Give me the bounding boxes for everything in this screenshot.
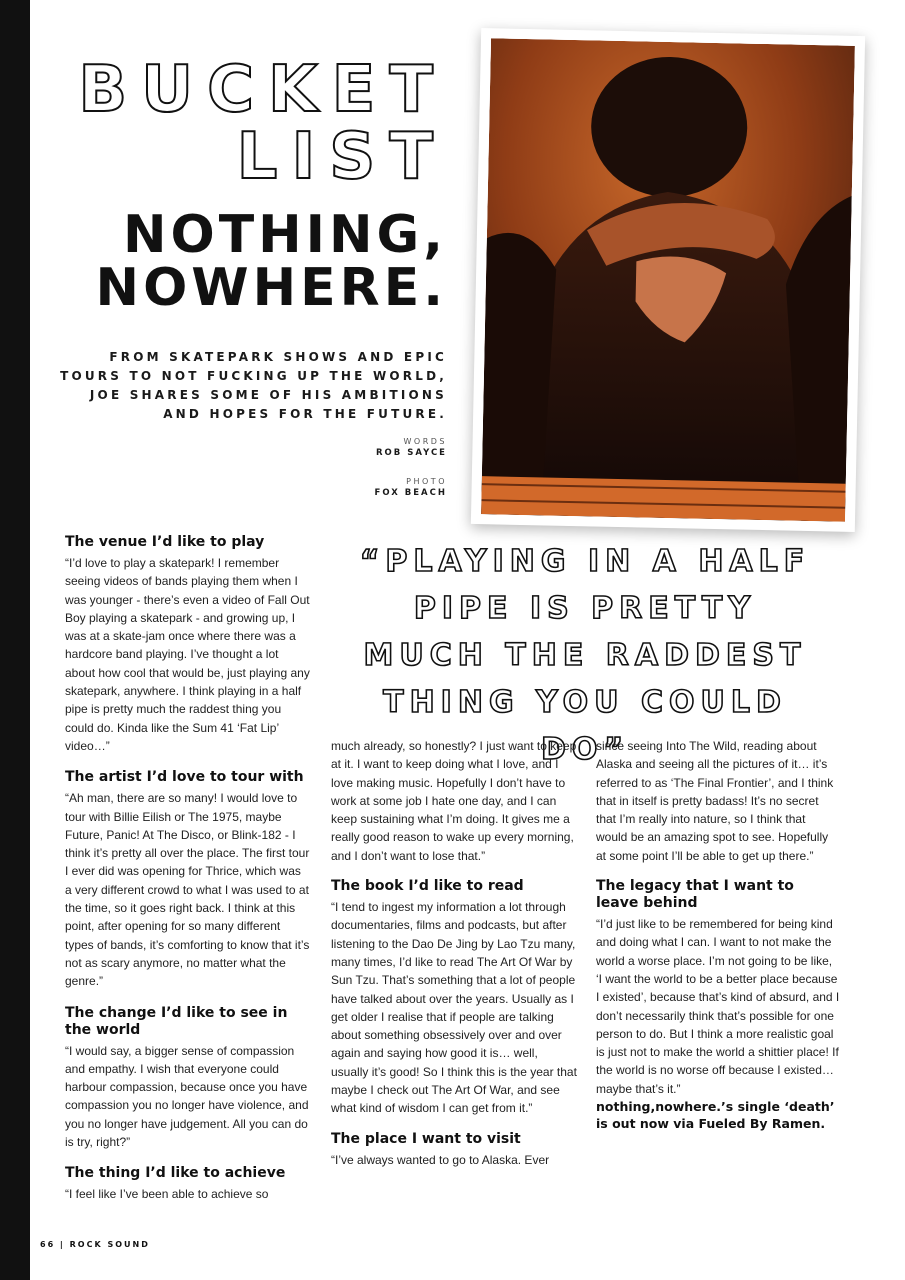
section-text-achieve-end: much already, so honestly? I just want to keep at it. I want to keep doing what I love, and I love making music. Hopefully I don’t have to work at some job I hate one day, and I can keep sustaining what I’m doing. It gives me a really good reason to wake up every morning, and I don’t want to lose that.” <box>331 739 577 863</box>
section-heading-legacy: The legacy that I want to leave behind <box>596 878 794 912</box>
section-text-place-start: “I’ve always wanted to go to Alaska. Ever <box>331 1152 550 1167</box>
credit-words-label: WORDS <box>403 437 447 446</box>
section-heading-place: The place I want to visit <box>331 1130 521 1147</box>
release-note: nothing,nowhere.’s single ‘death’ is out now via Fueled By Ramen. <box>596 1099 835 1132</box>
kicker-line-1: BUCKET <box>78 53 447 127</box>
section-text-artist: “Ah man, there are so many! I would love to tour with Billie Eilish or The 1975, maybe Future, Panic! At The Disco, or Blink-182 - I think it’s pretty all over the place. The first tour I ever did was opening for Thrice, which was a very different crowd to what I was used to at the time, so it goes right back. I think at this point, after opening for so many different types of bands, it’s comforting to know that it’s not as scary anymore, no matter what the genre.” <box>65 791 310 989</box>
column-1 <box>65 534 310 1204</box>
section-heading-book: The book I’d like to read <box>331 878 524 895</box>
band-photo-illustration <box>481 38 855 522</box>
section-heading-artist: The artist I’d love to tour with <box>65 769 304 786</box>
section-heading-change: The change I’d like to see in the world <box>65 1004 288 1038</box>
headline-line-1: NOTHING, <box>122 205 447 265</box>
credit-photo-name: FOX BEACH <box>374 488 447 498</box>
section-heading-achieve: The thing I’d like to achieve <box>65 1165 286 1182</box>
page-spine-bar <box>0 0 30 1280</box>
headline-line-2: NOWHERE. <box>95 258 447 318</box>
section-text-legacy: “I’d just like to be remembered for being kind and doing what I can. I want to not make the world a worse place. I’m not going to be like, ‘I want the world to be a better place because I existed’, because that’s kind of absurd, and I don’t necessarily think that’s possible for one person to do. But I think a more realistic goal is just not to make the world a shittier place! If the world is no worse off because I existed… maybe that’s it.” <box>596 917 840 1096</box>
credit-words-name: ROB SAYCE <box>376 448 447 458</box>
standfirst: FROM SKATEPARK SHOWS AND EPIC TOURS TO NOT FUCKING UP THE WORLD, JOE SHARES SOME OF HIS AMBITIONS AND HOPES FOR THE FUTURE. <box>60 350 447 421</box>
section-text-place-end: since seeing Into The Wild, reading about Alaska and seeing all the pictures of it… it’s referred to as ‘The Final Frontier’, and I think that in itself is pretty badass! It’s no secret that I’m really into nature, so I think that would be an amazing spot to see. Hopefully at some point I’ll be able to get up there.” <box>596 739 834 863</box>
page-folio: 66 | ROCK SOUND <box>40 1240 150 1249</box>
kicker-line-2: LIST <box>236 120 447 194</box>
column-3 <box>596 737 840 1132</box>
band-photo <box>481 38 855 522</box>
section-heading-venue: The venue I’d like to play <box>65 534 265 550</box>
credit-photo-label: PHOTO <box>406 477 447 486</box>
railing <box>481 476 846 522</box>
section-text-achieve-start: “I feel like I’ve been able to achieve so <box>65 1187 269 1202</box>
section-text-book: “I tend to ingest my information a lot through documentaries, films and podcasts, but after listening to the Dao De Jing by Lao Tzu many, many times, I’d like to read The Art Of War by Sun Tzu. That’s something that a lot of people have talked about over the years. Usually as I get older I realise that if people are talking about something obsessively over and over again and saying how good it is… well, usually it’s good! So I think this is the year that maybe I check out The Art Of War, and see what kind of wisdom I can get from it.” <box>331 900 577 1116</box>
pull-quote: “PLAYING IN A HALF PIPE IS PRETTY MUCH THE RADDEST THING YOU COULD DO” <box>359 544 811 767</box>
column-2 <box>331 737 577 1169</box>
photo-frame <box>471 28 865 532</box>
section-text-change: “I would say, a bigger sense of compassion and empathy. I wish that everyone could harbour compassion, because once you have compassion you no longer have violence, and you no longer have judgement. All you can do is try, right?” <box>65 1043 309 1150</box>
section-text-venue: “I’d love to play a skatepark! I remember seeing videos of bands playing them when I was younger - there’s even a video of Fall Out Boy playing a skatepark - and growing up, I was at a skate-jam once where there was a hardcore band playing. I’ve thought a lot about how cool that would be, just playing any skatepark, anywhere. I think playing in a half pipe is pretty much the raddest thing you could do. Kinda like the Sum 41 ‘Fat Lip’ video…” <box>65 556 310 753</box>
